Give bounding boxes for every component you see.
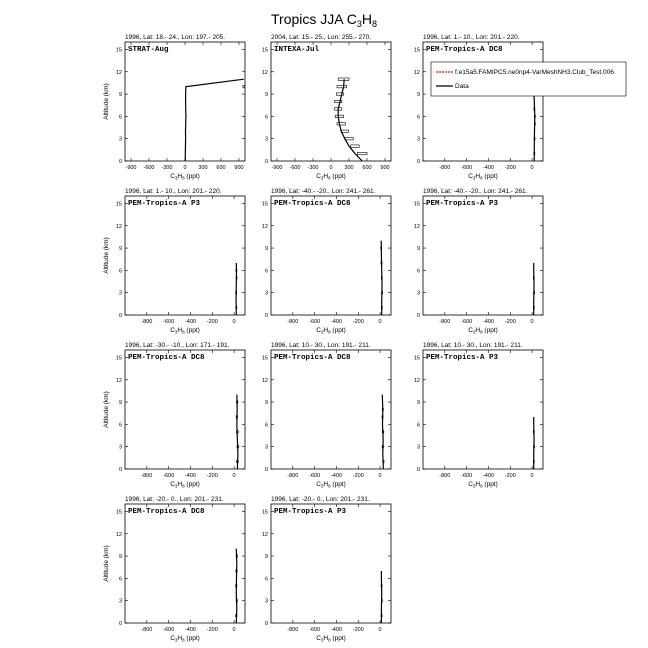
x-tick-label: -400 xyxy=(184,627,196,633)
plot-frame xyxy=(271,350,391,469)
panel-info: 1996, Lat: 1.- 10., Lon: 201.- 220. xyxy=(125,188,222,195)
y-tick-label: 15 xyxy=(115,47,122,54)
panel-info: 1996, Lat: 10.- 30., Lon: 191.- 211. xyxy=(271,342,371,349)
y-tick-label: 15 xyxy=(115,355,122,362)
data-series-line xyxy=(237,395,238,469)
x-tick-label: -400 xyxy=(330,319,342,325)
y-tick-label: 6 xyxy=(118,576,122,583)
campaign-label: PEM-Tropics-A DC8 xyxy=(274,354,351,362)
x-tick-label: -600 xyxy=(461,165,473,171)
legend-model-label: f.e15a5.FAMIPC5.ne0np4-VarMeshNH3.Club_Test.006 xyxy=(455,69,614,76)
x-tick-label: -600 xyxy=(309,627,321,633)
panel-info: 1996, Lat: -40.- -20., Lon: 241.- 261. xyxy=(271,188,376,195)
x-tick-label: 0 xyxy=(530,473,534,479)
x-tick-label: -600 xyxy=(143,165,155,171)
panel-2 xyxy=(262,34,391,181)
error-bar xyxy=(337,85,347,87)
x-tick-label: 0 xyxy=(183,165,187,171)
x-tick-label: -300 xyxy=(161,165,173,171)
y-tick-label: 3 xyxy=(264,136,268,143)
y-tick-label: 6 xyxy=(264,268,268,275)
y-tick-label: 15 xyxy=(115,509,122,516)
plot-frame xyxy=(125,504,245,623)
x-tick-label: 300 xyxy=(198,165,208,171)
x-tick-label: -200 xyxy=(352,627,364,633)
x-tick-label: -300 xyxy=(307,165,319,171)
y-tick-label: 6 xyxy=(264,114,268,121)
y-tick-label: 0 xyxy=(118,159,122,165)
error-bar xyxy=(341,130,348,132)
x-tick-label: -200 xyxy=(206,627,218,633)
x-tick-label: 0 xyxy=(232,627,236,633)
panel-info: 1996, Lat: 1.- 10., Lon: 201.- 220. xyxy=(423,34,520,41)
x-tick-label: -800 xyxy=(439,473,451,479)
campaign-label: PEM-Tropics-A P3 xyxy=(128,200,201,208)
x-tick-label: -400 xyxy=(184,473,196,479)
panel-10 xyxy=(103,496,245,643)
panel-info: 1996, Lat: 10.- 30., Lon: 191.- 211. xyxy=(423,342,523,349)
x-tick-label: -600 xyxy=(163,319,175,325)
panel-9 xyxy=(414,342,543,489)
y-tick-label: 12 xyxy=(261,531,268,538)
plot-frame xyxy=(271,196,391,315)
panel-3 xyxy=(414,34,543,181)
y-tick-label: 3 xyxy=(264,598,268,605)
data-series-line xyxy=(534,87,535,161)
y-tick-label: 9 xyxy=(118,92,122,99)
y-tick-label: 9 xyxy=(264,246,268,253)
y-tick-label: 9 xyxy=(416,400,420,407)
x-tick-label: -200 xyxy=(206,473,218,479)
panel-7 xyxy=(103,342,245,489)
y-tick-label: 15 xyxy=(413,47,420,54)
error-bar xyxy=(337,123,345,125)
panel-4 xyxy=(103,188,245,335)
y-tick-label: 0 xyxy=(416,313,420,319)
error-bar xyxy=(345,137,353,139)
x-axis-label: $C_3H_8$ (ppt) xyxy=(468,481,498,489)
panel-info: 1996, Lat: -30.- -10., Lon: 171.- 191. xyxy=(125,342,230,349)
x-tick-label: -400 xyxy=(482,319,494,325)
y-tick-label: 3 xyxy=(118,290,122,297)
x-tick-label: -200 xyxy=(504,165,516,171)
y-tick-label: 3 xyxy=(118,444,122,451)
plot-frame xyxy=(423,196,543,315)
y-tick-label: 0 xyxy=(416,159,420,165)
y-tick-label: 3 xyxy=(264,290,268,297)
y-tick-label: 6 xyxy=(264,422,268,429)
x-axis-label: $C_3H_8$ (ppt) xyxy=(316,635,346,643)
x-tick-label: 0 xyxy=(378,627,382,633)
y-tick-label: 9 xyxy=(264,92,268,99)
y-tick-label: 15 xyxy=(115,201,122,208)
y-axis-label: Altitude (km) xyxy=(103,237,110,274)
x-tick-label: -400 xyxy=(482,473,494,479)
y-tick-label: 12 xyxy=(115,69,122,76)
x-tick-label: 0 xyxy=(378,473,382,479)
y-tick-label: 3 xyxy=(416,444,420,451)
x-tick-label: -800 xyxy=(141,473,153,479)
x-tick-label: 0 xyxy=(530,319,534,325)
error-bar xyxy=(357,152,367,154)
x-tick-label: -200 xyxy=(352,319,364,325)
panel-6 xyxy=(414,188,543,335)
panel-info: 1996, Lat: -20.- 0., Lon: 201.- 231. xyxy=(271,496,370,503)
y-tick-label: 12 xyxy=(413,377,420,384)
y-tick-label: 0 xyxy=(264,159,268,165)
x-axis-label: $C_3H_8$ (ppt) xyxy=(170,635,200,643)
data-series-line xyxy=(236,549,237,623)
plot-frame xyxy=(125,196,245,315)
x-axis-label: $C_3H_8$ (ppt) xyxy=(170,481,200,489)
y-axis-label: Altitude (km) xyxy=(103,545,110,582)
y-tick-label: 6 xyxy=(416,422,420,429)
campaign-label: PEM-Tropics-A DC8 xyxy=(128,354,205,362)
x-tick-label: -600 xyxy=(163,473,175,479)
legend-data-label: Data xyxy=(455,83,469,90)
x-tick-label: 0 xyxy=(329,165,333,171)
plot-frame xyxy=(125,350,245,469)
panel-5 xyxy=(262,188,391,335)
y-tick-label: 12 xyxy=(261,377,268,384)
y-tick-label: 9 xyxy=(118,246,122,253)
y-tick-label: 6 xyxy=(118,422,122,429)
y-tick-label: 12 xyxy=(115,223,122,230)
y-tick-label: 3 xyxy=(416,290,420,297)
panel-info: 1996, Lat: -20.- 0., Lon: 201.- 231. xyxy=(125,496,224,503)
x-axis-label: $C_3H_8$ (ppt) xyxy=(316,481,346,489)
data-series-line xyxy=(338,79,362,161)
data-series-line xyxy=(381,241,382,315)
y-axis-label: Altitude (km) xyxy=(103,391,110,428)
x-tick-label: 900 xyxy=(234,165,244,171)
legend xyxy=(431,62,626,96)
plot-frame xyxy=(423,42,543,161)
plot-frame xyxy=(271,504,391,623)
panel-info: 1996, Lat: -40.- -20., Lon: 241.- 261. xyxy=(423,188,528,195)
x-tick-label: -600 xyxy=(309,319,321,325)
x-tick-label: -900 xyxy=(271,165,283,171)
x-tick-label: -400 xyxy=(482,165,494,171)
y-tick-label: 0 xyxy=(264,467,268,473)
x-axis-label: $C_3H_8$ (ppt) xyxy=(468,173,498,181)
x-tick-label: 900 xyxy=(380,165,390,171)
y-tick-label: 12 xyxy=(261,223,268,230)
panel-1 xyxy=(103,34,245,181)
x-tick-label: -600 xyxy=(461,319,473,325)
y-axis-label: Altitude (km) xyxy=(103,83,110,120)
campaign-label: PEM-Tropics-A P3 xyxy=(274,508,347,516)
y-tick-label: 3 xyxy=(264,444,268,451)
y-tick-label: 12 xyxy=(261,69,268,76)
x-tick-label: -600 xyxy=(461,473,473,479)
x-tick-label: -800 xyxy=(287,627,299,633)
y-tick-label: 6 xyxy=(264,576,268,583)
x-axis-label: $C_3H_8$ (ppt) xyxy=(316,327,346,335)
y-tick-label: 12 xyxy=(115,377,122,384)
panel-8 xyxy=(262,342,391,489)
x-tick-label: 600 xyxy=(362,165,372,171)
x-tick-label: -200 xyxy=(352,473,364,479)
y-tick-label: 9 xyxy=(264,400,268,407)
x-tick-label: -800 xyxy=(141,319,153,325)
plot-frame xyxy=(271,42,391,161)
campaign-label: INTEXA-Jul xyxy=(274,46,320,54)
panels xyxy=(103,34,626,643)
campaign-label: STRAT-Aug xyxy=(128,46,169,54)
panel-info: 1996, Lat: 18.- 24., Lon: 197.- 205. xyxy=(125,34,226,41)
y-tick-label: 9 xyxy=(416,246,420,253)
plot-frame xyxy=(423,350,543,469)
error-bar xyxy=(351,145,359,147)
y-tick-label: 0 xyxy=(118,467,122,473)
campaign-label: PEM-Tropics-A P3 xyxy=(426,200,499,208)
x-tick-label: -400 xyxy=(330,627,342,633)
y-tick-label: 15 xyxy=(261,47,268,54)
y-tick-label: 0 xyxy=(118,621,122,627)
y-tick-label: 6 xyxy=(416,268,420,275)
x-tick-label: -800 xyxy=(287,473,299,479)
data-series-line xyxy=(382,395,383,469)
x-tick-label: -600 xyxy=(163,627,175,633)
y-tick-label: 9 xyxy=(118,554,122,561)
x-tick-label: 600 xyxy=(216,165,226,171)
y-tick-label: 12 xyxy=(413,223,420,230)
legend-box xyxy=(431,62,626,96)
y-tick-label: 0 xyxy=(416,467,420,473)
error-bar xyxy=(243,85,245,87)
y-tick-label: 15 xyxy=(261,355,268,362)
x-tick-label: 0 xyxy=(530,165,534,171)
x-tick-label: 0 xyxy=(378,319,382,325)
y-tick-label: 9 xyxy=(264,554,268,561)
y-tick-label: 0 xyxy=(264,621,268,627)
campaign-label: PEM-Tropics-A DC8 xyxy=(274,200,351,208)
y-tick-label: 15 xyxy=(413,201,420,208)
x-tick-label: 0 xyxy=(232,473,236,479)
y-tick-label: 0 xyxy=(118,313,122,319)
y-tick-label: 15 xyxy=(261,201,268,208)
campaign-label: PEM-Tropics-A P3 xyxy=(426,354,499,362)
x-tick-label: -800 xyxy=(439,319,451,325)
x-tick-label: -200 xyxy=(504,319,516,325)
x-tick-label: -400 xyxy=(184,319,196,325)
y-tick-label: 6 xyxy=(118,114,122,121)
x-tick-label: -800 xyxy=(287,319,299,325)
error-bar xyxy=(335,115,343,117)
x-tick-label: -400 xyxy=(330,473,342,479)
x-axis-label: $C_3H_8$ (ppt) xyxy=(316,173,346,181)
y-tick-label: 0 xyxy=(264,313,268,319)
x-axis-label: $C_3H_8$ (ppt) xyxy=(468,327,498,335)
x-tick-label: 300 xyxy=(344,165,354,171)
x-tick-label: -800 xyxy=(141,627,153,633)
y-tick-label: 3 xyxy=(416,136,420,143)
panel-info: 2004, Lat: 15.- 25., Lon: 255.- 270. xyxy=(271,34,372,41)
y-tick-label: 12 xyxy=(413,69,420,76)
y-tick-label: 6 xyxy=(416,114,420,121)
x-tick-label: -200 xyxy=(206,319,218,325)
x-tick-label: 0 xyxy=(232,319,236,325)
x-tick-label: -600 xyxy=(309,473,321,479)
x-tick-label: -900 xyxy=(125,165,137,171)
y-tick-label: 15 xyxy=(413,355,420,362)
y-tick-label: 9 xyxy=(416,92,420,99)
y-tick-label: 6 xyxy=(118,268,122,275)
x-tick-label: -800 xyxy=(439,165,451,171)
figure-title: Tropics JJA $C_3H_8$ xyxy=(271,11,377,29)
x-tick-label: -200 xyxy=(504,473,516,479)
y-tick-label: 9 xyxy=(118,400,122,407)
x-tick-label: -600 xyxy=(289,165,301,171)
x-axis-label: $C_3H_8$ (ppt) xyxy=(170,327,200,335)
y-tick-label: 15 xyxy=(261,509,268,516)
y-tick-label: 3 xyxy=(118,598,122,605)
campaign-label: PEM-Tropics-A DC8 xyxy=(128,508,205,516)
campaign-label: PEM-Tropics-A DC8 xyxy=(426,46,503,54)
y-tick-label: 3 xyxy=(118,136,122,143)
y-tick-label: 12 xyxy=(115,531,122,538)
data-series-line xyxy=(185,79,244,161)
x-axis-label: $C_3H_8$ (ppt) xyxy=(170,173,200,181)
panel-11 xyxy=(262,496,391,643)
